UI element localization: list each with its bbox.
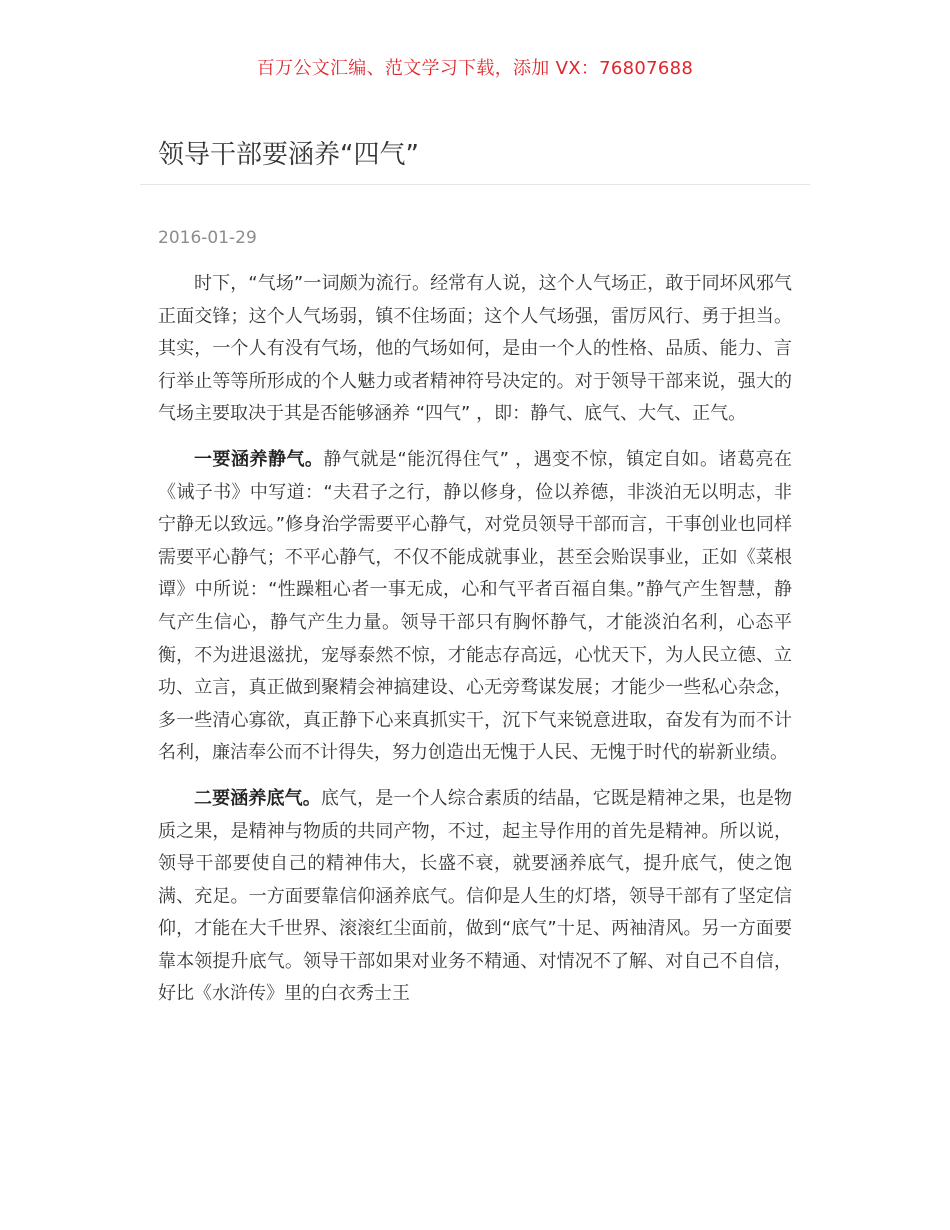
section-paragraph-2 xyxy=(158,783,792,1011)
publish-date: 2016-01-29 xyxy=(158,228,257,248)
section-paragraph-1 xyxy=(158,444,792,770)
section-body-2: 底气，是一个人综合素质的结晶，它既是精神之果，也是物质之果，是精神与物质的共同产物，不过，起主导作用的首先是精神。所以说，领导干部要使自己的精神伟大，长盛不衰，就要涵养底气，提升底气，使之饱满、充足。一方面要靠信仰涵养底气。信仰是人生的灯塔，领导干部有了坚定信仰，才能在大千世界、滚滚红尘面前，做到“底气”十足、两袖清风。另一方面要靠本领提升底气。领导干部如果对业务不精通、对情况不了解、对自己不自信，好比《水浒传》里的白衣秀士王 xyxy=(158,787,792,1005)
article-title: 领导干部要涵养“四气” xyxy=(158,140,419,170)
section-heading-1: 一要涵养静气。 xyxy=(194,448,324,470)
title-divider xyxy=(140,184,810,185)
section-body-1: 静气就是“能沉得住气” ，遇变不惊，镇定自如。诸葛亮在《诫子书》中写道：“夫君子之行，静以修身，俭以养德，非淡泊无以明志，非宁静无以致远。”修身治学需要平心静气，对党员领导干部而言，干事创业也同样需要平心静气；不平心静气，不仅不能成就事业，甚至会贻误事业，正如《菜根谭》中所说：“性躁粗心者一事无成，心和气平者百福自集。”静气产生智慧，静气产生信心，静气产生力量。领导干部只有胸怀静气，才能淡泊名利，心态平衡，不为进退滋扰，宠辱泰然不惊，才能志存高远，心忧天下，为人民立德、立功、立言，真正做到聚精会神搞建设、心无旁骛谋发展；才能少一些私心杂念，多一些清心寡欲，真正静下心来真抓实干，沉下气来锐意进取，奋发有为而不计名利，廉洁奉公而不计得失，努力创造出无愧于人民、无愧于时代的崭新业绩。 xyxy=(158,448,792,764)
article-body xyxy=(158,268,792,1024)
intro-paragraph: 时下，“气场”一词颇为流行。经常有人说，这个人气场正，敢于同坏风邪气正面交锋；这个人气场弱，镇不住场面；这个人气场强，雷厉风行、勇于担当。其实，一个人有没有气场，他的气场如何，是由一个人的性格、品质、能力、言行举止等等所形成的个人魅力或者精神符号决定的。对于领导干部来说，强大的气场主要取决于其是否能够涵养 “四气” ，即：静气、底气、大气、正气。 xyxy=(158,273,792,425)
promo-banner: 百万公文汇编、范文学习下载，添加 VX：76807688 xyxy=(256,58,694,79)
section-heading-2: 二要涵养底气。 xyxy=(194,787,321,809)
